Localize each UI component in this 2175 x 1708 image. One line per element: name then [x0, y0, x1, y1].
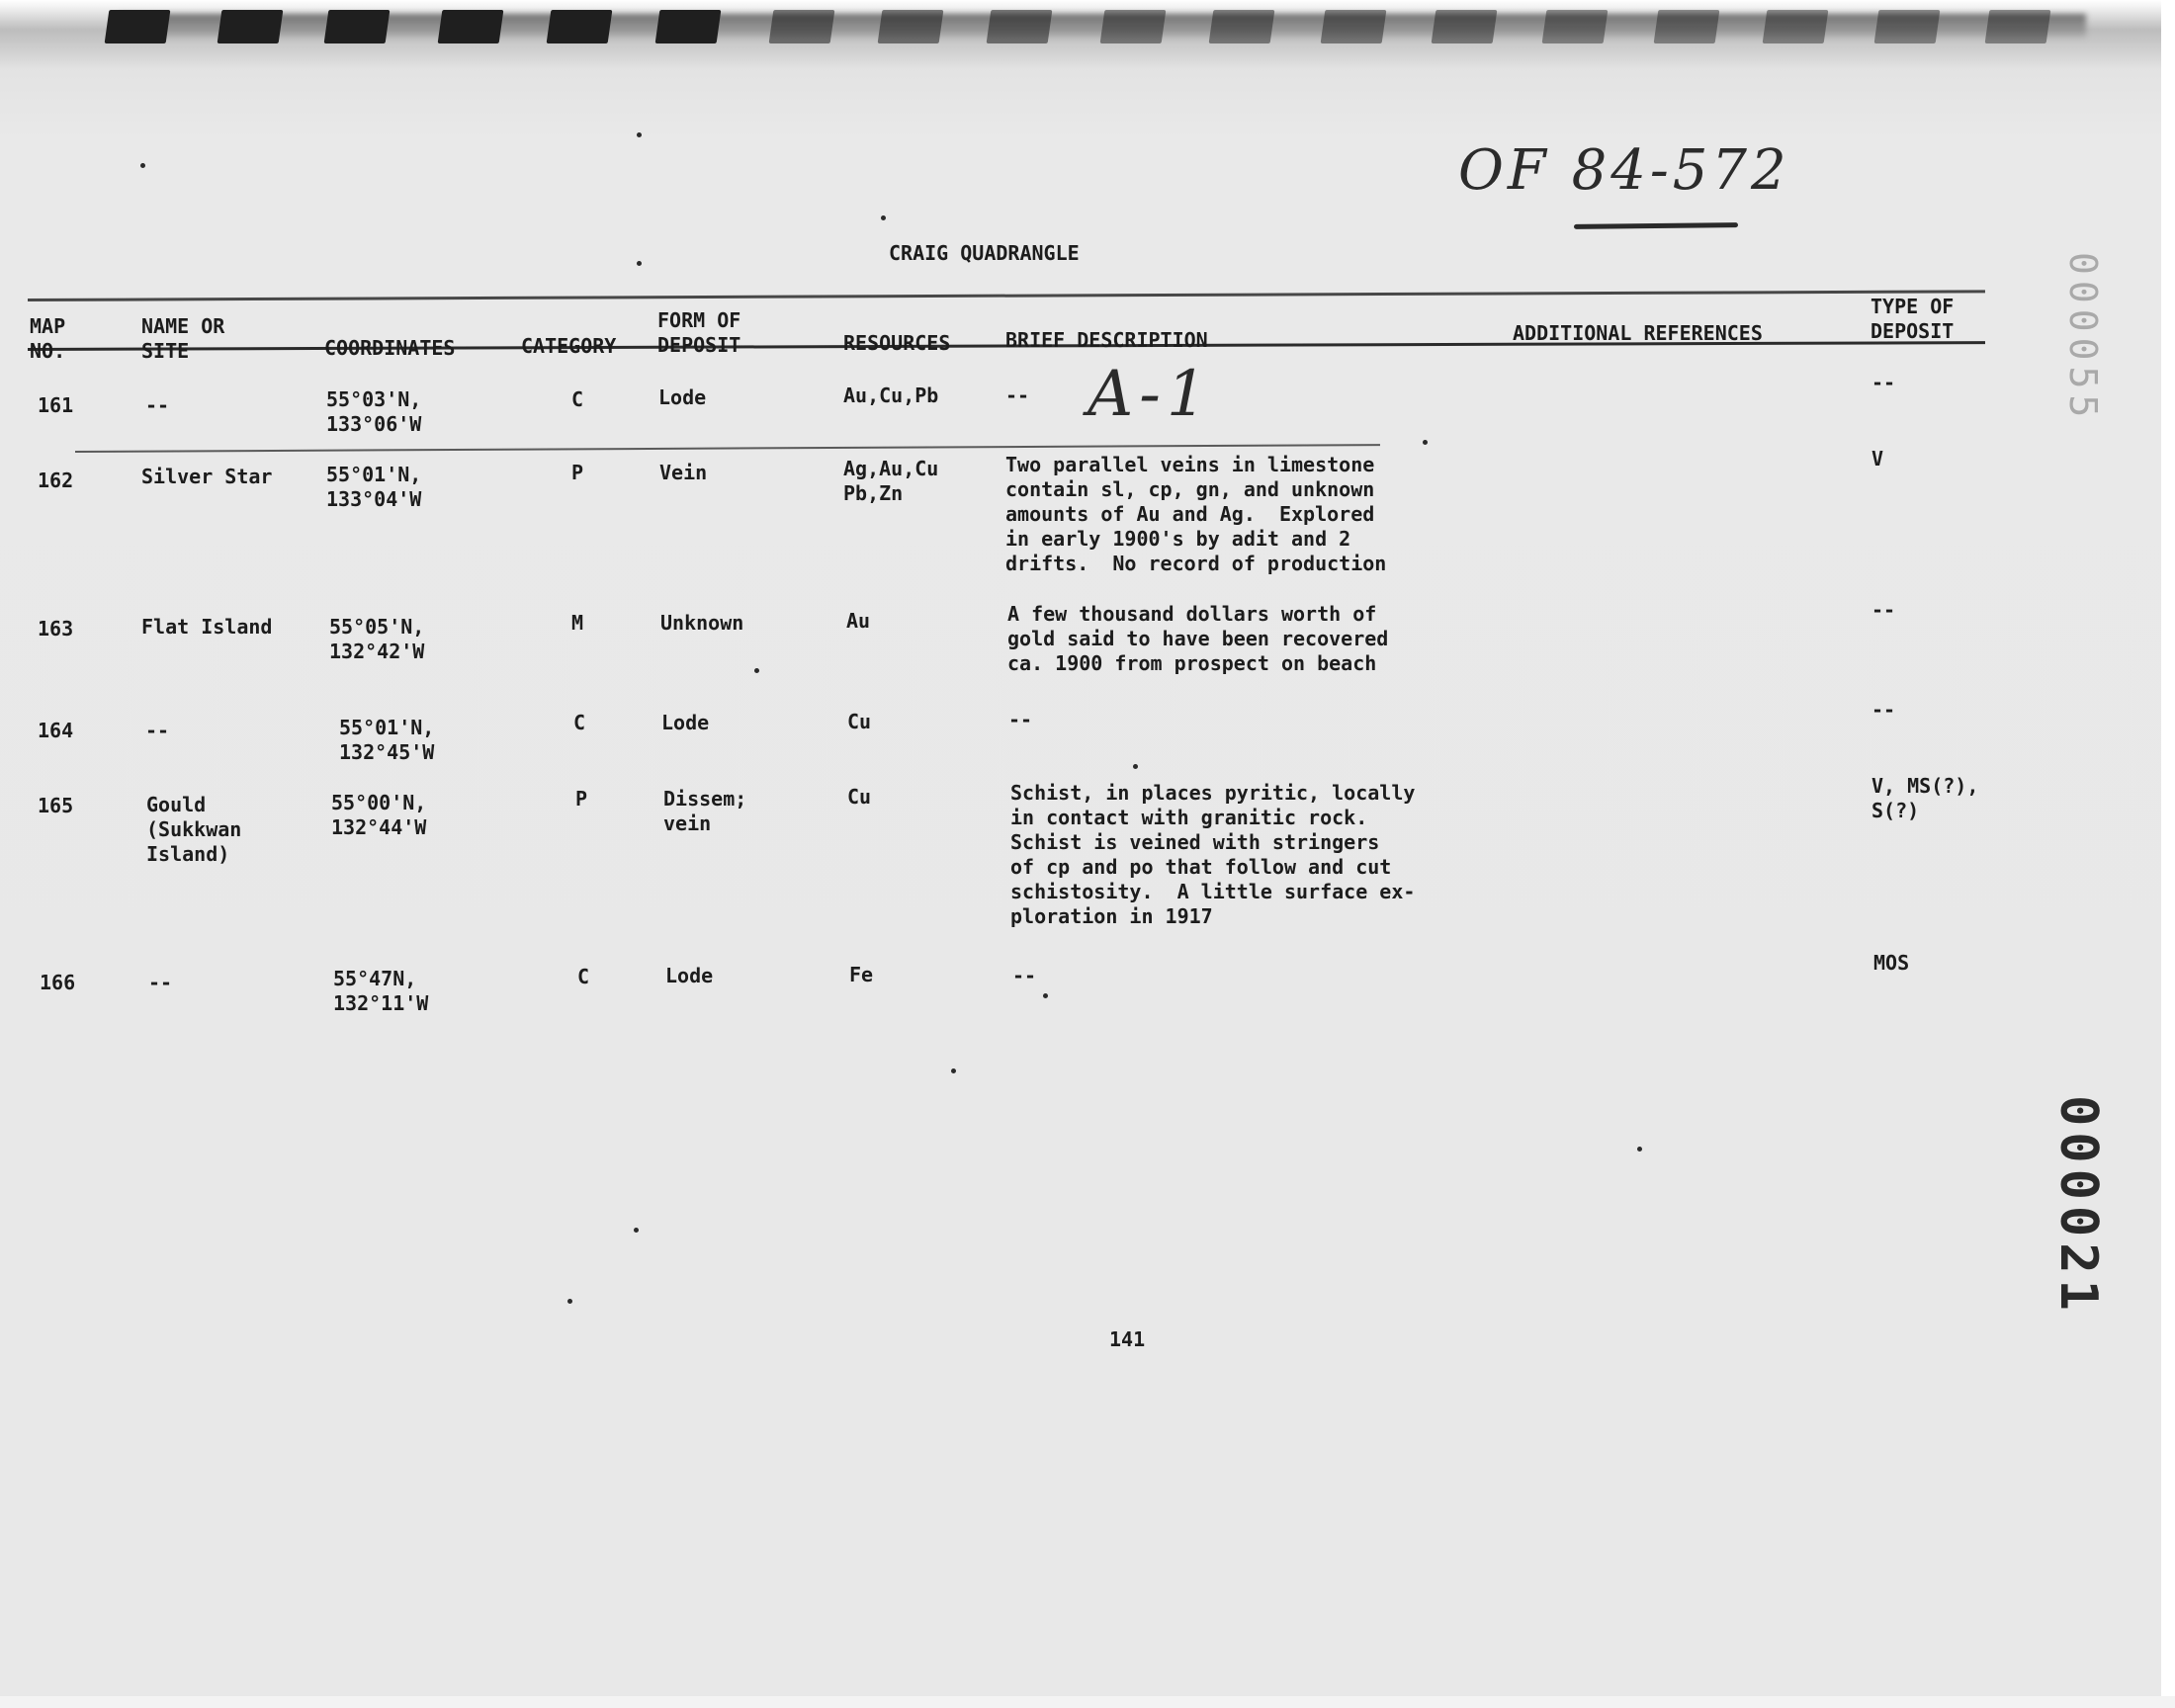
row-162-category: P: [571, 461, 584, 484]
punch-hole: [105, 10, 171, 43]
scan-speck: [951, 1068, 956, 1073]
punch-hole: [1763, 10, 1829, 43]
header-description: BRIEF DESCRIPTION: [1005, 328, 1208, 352]
punch-hole: [1654, 10, 1720, 43]
row-161-description: --: [1005, 384, 1030, 407]
row-161-type: --: [1871, 371, 1896, 394]
row-164-resources: Cu: [847, 710, 872, 733]
punch-hole: [1542, 10, 1609, 43]
scan-speck: [1043, 993, 1048, 998]
scan-speck: [1637, 1147, 1642, 1152]
row-161-coordinates: 55°03'N, 133°06'W: [326, 387, 422, 436]
row-163-coordinates: 55°05'N, 132°42'W: [329, 615, 425, 663]
row-166-description: --: [1012, 964, 1037, 987]
header-resources: RESOURCES: [843, 331, 951, 355]
row-164-map-no: 164: [38, 719, 74, 742]
row-165-coordinates: 55°00'N, 132°44'W: [331, 791, 427, 839]
handwritten-mark: A-1: [1088, 358, 1213, 431]
row-166-map-no: 166: [40, 971, 76, 994]
row-163-category: M: [571, 611, 584, 635]
scan-speck: [567, 1299, 572, 1304]
scan-speck: [634, 1228, 639, 1233]
handwritten-strike-line: [75, 444, 1380, 453]
page-number: 141: [1109, 1327, 1146, 1351]
row-166-form: Lode: [665, 964, 714, 987]
row-163-description: A few thousand dollars worth of gold said to have been recovered ca. 1900 from prospect on beach: [1007, 602, 1389, 675]
header-top-rule: [28, 290, 1985, 301]
row-161-form: Lode: [658, 385, 707, 409]
header-category: CATEGORY: [521, 334, 617, 358]
row-166-coordinates: 55°47N, 132°11'W: [333, 967, 429, 1015]
scan-speck: [881, 215, 886, 220]
punch-hole: [1321, 10, 1387, 43]
scan-speck: [637, 261, 642, 266]
stamp-number-top: 000055: [2061, 252, 2105, 424]
header-references: ADDITIONAL REFERENCES: [1513, 321, 1763, 345]
row-164-type: --: [1871, 698, 1896, 722]
row-164-form: Lode: [661, 711, 710, 734]
row-166-resources: Fe: [849, 963, 874, 986]
handwritten-reference: OF 84-572: [1458, 138, 1790, 203]
punch-hole: [987, 10, 1053, 43]
row-163-map-no: 163: [38, 617, 74, 640]
header-form: FORM OF DEPOSIT: [657, 308, 741, 357]
row-162-form: Vein: [659, 461, 708, 484]
row-162-type: V: [1871, 447, 1884, 470]
row-165-category: P: [575, 787, 588, 811]
punch-hole: [438, 10, 504, 43]
row-164-coordinates: 55°01'N, 132°45'W: [339, 716, 435, 764]
punch-hole: [1874, 10, 1941, 43]
row-165-description: Schist, in places pyritic, locally in contact with granitic rock. Schist is veined with stringers of cp and po that follow and cut schistosity. A little surface ex- ploration in 1917: [1010, 781, 1416, 928]
binder-strip: [0, 0, 2175, 69]
row-161-name: --: [145, 393, 170, 417]
row-165-form: Dissem; vein: [663, 787, 747, 835]
stamp-number-bottom: 000021: [2048, 1095, 2108, 1317]
row-166-name: --: [148, 971, 173, 994]
header-coordinates: COORDINATES: [324, 336, 456, 360]
row-162-name: Silver Star: [141, 465, 273, 488]
row-166-category: C: [577, 965, 590, 988]
scan-speck: [754, 668, 759, 673]
row-165-name: Gould (Sukkwan Island): [146, 793, 242, 866]
header-map-no: MAP NO.: [30, 314, 66, 363]
row-162-resources: Ag,Au,Cu Pb,Zn: [843, 457, 939, 505]
punch-hole: [324, 10, 391, 43]
row-162-description: Two parallel veins in limestone contain sl, cp, gn, and unknown amounts of Au and Ag. Explored in early 1900's by adit and 2 drifts. No record of production: [1005, 453, 1387, 575]
scan-speck: [637, 132, 642, 137]
row-163-type: --: [1871, 598, 1896, 622]
row-162-map-no: 162: [38, 469, 74, 492]
scan-speck: [140, 163, 145, 168]
row-163-form: Unknown: [660, 611, 744, 635]
page-edge: [2161, 0, 2175, 1708]
page-edge: [0, 1696, 2175, 1708]
header-name: NAME OR SITE: [141, 314, 225, 363]
row-162-coordinates: 55°01'N, 133°04'W: [326, 463, 422, 511]
row-163-name: Flat Island: [141, 615, 273, 639]
row-164-category: C: [573, 711, 586, 734]
row-166-type: MOS: [1873, 951, 1910, 975]
punch-hole: [218, 10, 284, 43]
punch-hole: [547, 10, 613, 43]
row-161-map-no: 161: [38, 393, 74, 417]
punch-hole: [1432, 10, 1498, 43]
row-161-category: C: [571, 387, 584, 411]
punch-hole: [769, 10, 835, 43]
handwritten-underline: [1574, 222, 1738, 229]
page-title: CRAIG QUADRANGLE: [889, 241, 1080, 265]
row-165-type: V, MS(?), S(?): [1871, 774, 1979, 822]
punch-hole: [655, 10, 722, 43]
row-164-description: --: [1008, 708, 1033, 731]
row-161-resources: Au,Cu,Pb: [843, 384, 939, 407]
scan-speck: [1423, 440, 1428, 445]
row-165-resources: Cu: [847, 785, 872, 809]
row-164-name: --: [145, 719, 170, 742]
row-165-map-no: 165: [38, 794, 74, 817]
row-163-resources: Au: [846, 609, 871, 633]
scan-speck: [1133, 764, 1138, 769]
punch-hole: [1209, 10, 1275, 43]
punch-hole: [1100, 10, 1167, 43]
header-type: TYPE OF DEPOSIT: [1870, 295, 1955, 343]
punch-hole: [878, 10, 944, 43]
punch-hole: [1985, 10, 2051, 43]
